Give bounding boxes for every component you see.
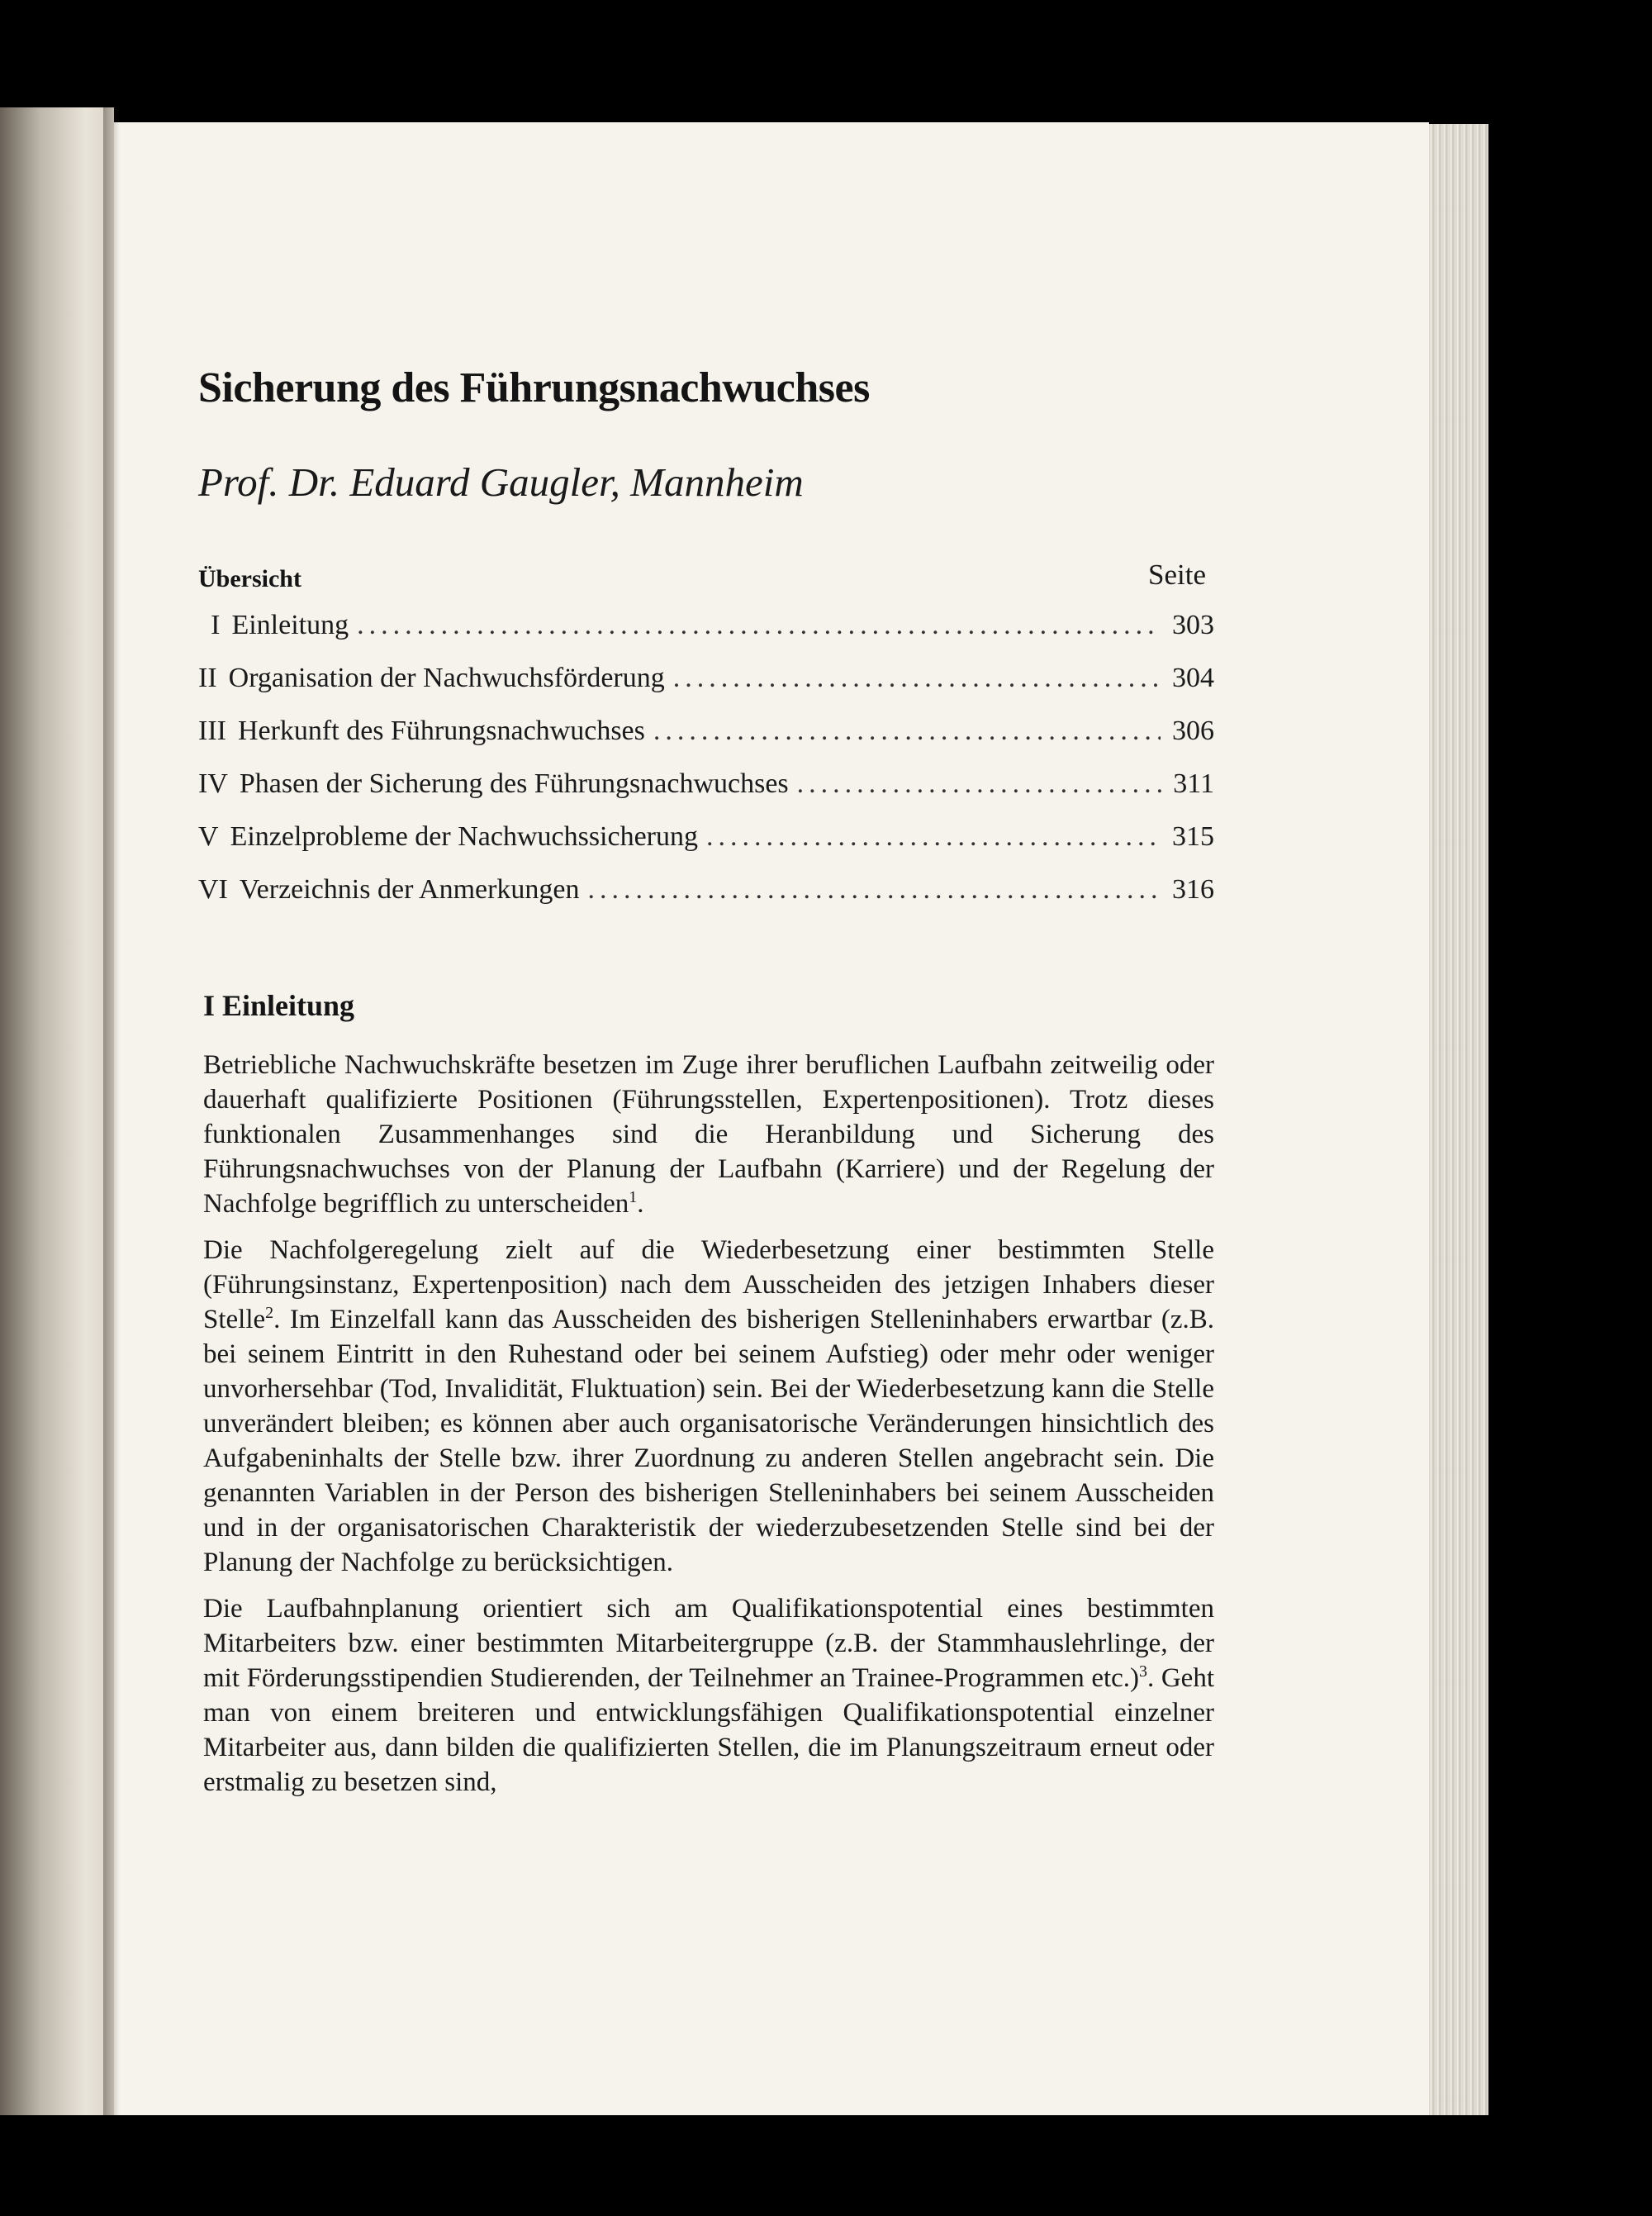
toc-entry-title: Einleitung (231, 610, 349, 640)
toc-leader-dots (673, 663, 1161, 694)
toc-entry-number: III (198, 716, 226, 746)
toc-entry-page: 304 (1172, 663, 1214, 693)
toc-entry-number: V (198, 821, 219, 852)
toc-leader-dots (588, 874, 1161, 906)
toc-entry (198, 874, 1214, 927)
toc-entry-number: VI (198, 874, 228, 905)
paragraph-text: Die Nachfolgeregelung zielt auf die Wiederbesetzung einer bestimmten Stelle (Führungsinstanz, Expertenposition) nach dem Ausscheiden des jetzigen Inhabers dieser Stelle (203, 1235, 1214, 1334)
toc-entry-number: II (198, 663, 217, 693)
toc-entry-number: IV (198, 768, 228, 799)
toc-entry (198, 610, 1214, 663)
toc-entry-title: Herkunft des Führungsnachwuchses (237, 716, 645, 746)
toc-leader-dots (357, 610, 1161, 641)
toc-entry-page: 315 (1172, 821, 1214, 852)
toc-entry (198, 821, 1214, 874)
toc-leader-dots (797, 768, 1162, 800)
paragraph-text: . (637, 1189, 644, 1219)
section-heading: I Einleitung (203, 989, 355, 1022)
toc-entry (198, 663, 1214, 716)
facing-page-edge (0, 107, 114, 2115)
toc-entry-title: Organisation der Nachwuchsförderung (228, 663, 665, 693)
footnote-ref: 2 (265, 1304, 274, 1322)
paragraph (203, 1048, 1214, 1221)
chapter-title: Sicherung des Führungsnachwuchses (198, 364, 870, 411)
toc-page-label: Seite (1148, 559, 1206, 591)
toc-entry-page: 311 (1173, 768, 1214, 799)
footnote-ref: 1 (629, 1188, 638, 1206)
toc-entry (198, 768, 1214, 821)
author-line: Prof. Dr. Eduard Gaugler, Mannheim (198, 459, 804, 505)
toc-entry-page: 306 (1172, 716, 1214, 746)
toc-leader-dots (706, 821, 1161, 853)
footnote-ref: 3 (1139, 1662, 1148, 1681)
spine-shadow (103, 107, 120, 2115)
paragraph (203, 1591, 1214, 1800)
toc-entry-page: 316 (1172, 874, 1214, 905)
paragraph-text: Die Laufbahnplanung orientiert sich am Qualifikationspotential eines bestimmten Mitarbeiters bzw. einer bestimmten Mitarbeitergruppe (z.B. der Stammhauslehrlinge, der mit Förderungsstipendien Studierenden, der Teilnehmer an Trainee-Programmen etc.) (203, 1594, 1214, 1693)
paragraph-text: . Geht man von einem breiteren und entwicklungsfähigen Qualifikationspotential einzelner Mitarbeiter aus, dann bilden die qualifizierten Stellen, die im Planungszeitraum erneut oder erstmalig zu besetzen sind, (203, 1663, 1214, 1797)
toc-entry-page: 303 (1172, 610, 1214, 640)
table-of-contents (198, 610, 1214, 927)
paragraph-text: . Im Einzelfall kann das Ausscheiden des bisherigen Stelleninhabers erwartbar (z.B. bei seinem Eintritt in den Ruhestand oder bei seinem Aufstieg) oder mehr oder weniger unvorhersehbar (Tod, Invalidität, Fluktuation) sein. Bei der Wiederbesetzung kann die Stelle unverändert bleiben; es können aber auch organisatorische Veränderungen hinsichtlich des Aufgabeninhalts der Stelle bzw. ihrer Zuordnung zu anderen Stellen angebracht sein. Die genannten Variablen in der Person des bisherigen Stelleninhabers bei seinem Ausscheiden und in der organisatorischen Charakteristik der wiederzubesetzenden Stelle sind bei der Planung der Nachfolge zu berücksichtigen. (203, 1305, 1214, 1577)
toc-heading: Übersicht (198, 565, 301, 592)
toc-leader-dots (653, 716, 1161, 747)
toc-entry-title: Phasen der Sicherung des Führungsnachwuchses (239, 768, 789, 799)
toc-entry-title: Einzelprobleme der Nachwuchssicherung (230, 821, 699, 852)
page-stack-edge (1429, 124, 1488, 2115)
paragraph (203, 1233, 1214, 1580)
toc-entry-title: Verzeichnis der Anmerkungen (239, 874, 580, 905)
paragraph-text: Betriebliche Nachwuchskräfte besetzen im Zuge ihrer beruflichen Laufbahn zeitweilig oder dauerhaft qualifizierte Positionen (Führungsstellen, Expertenpositionen). Trotz dieses funktionalen Zusammenhanges sind die Heranbildung und Sicherung des Führungsnachwuchses von der Planung der Laufbahn (Karriere) und der Regelung der Nachfolge begrifflich zu unterscheiden (203, 1050, 1214, 1219)
toc-entry-number: I (211, 610, 221, 640)
body-text (203, 1048, 1214, 1811)
toc-entry (198, 716, 1214, 768)
